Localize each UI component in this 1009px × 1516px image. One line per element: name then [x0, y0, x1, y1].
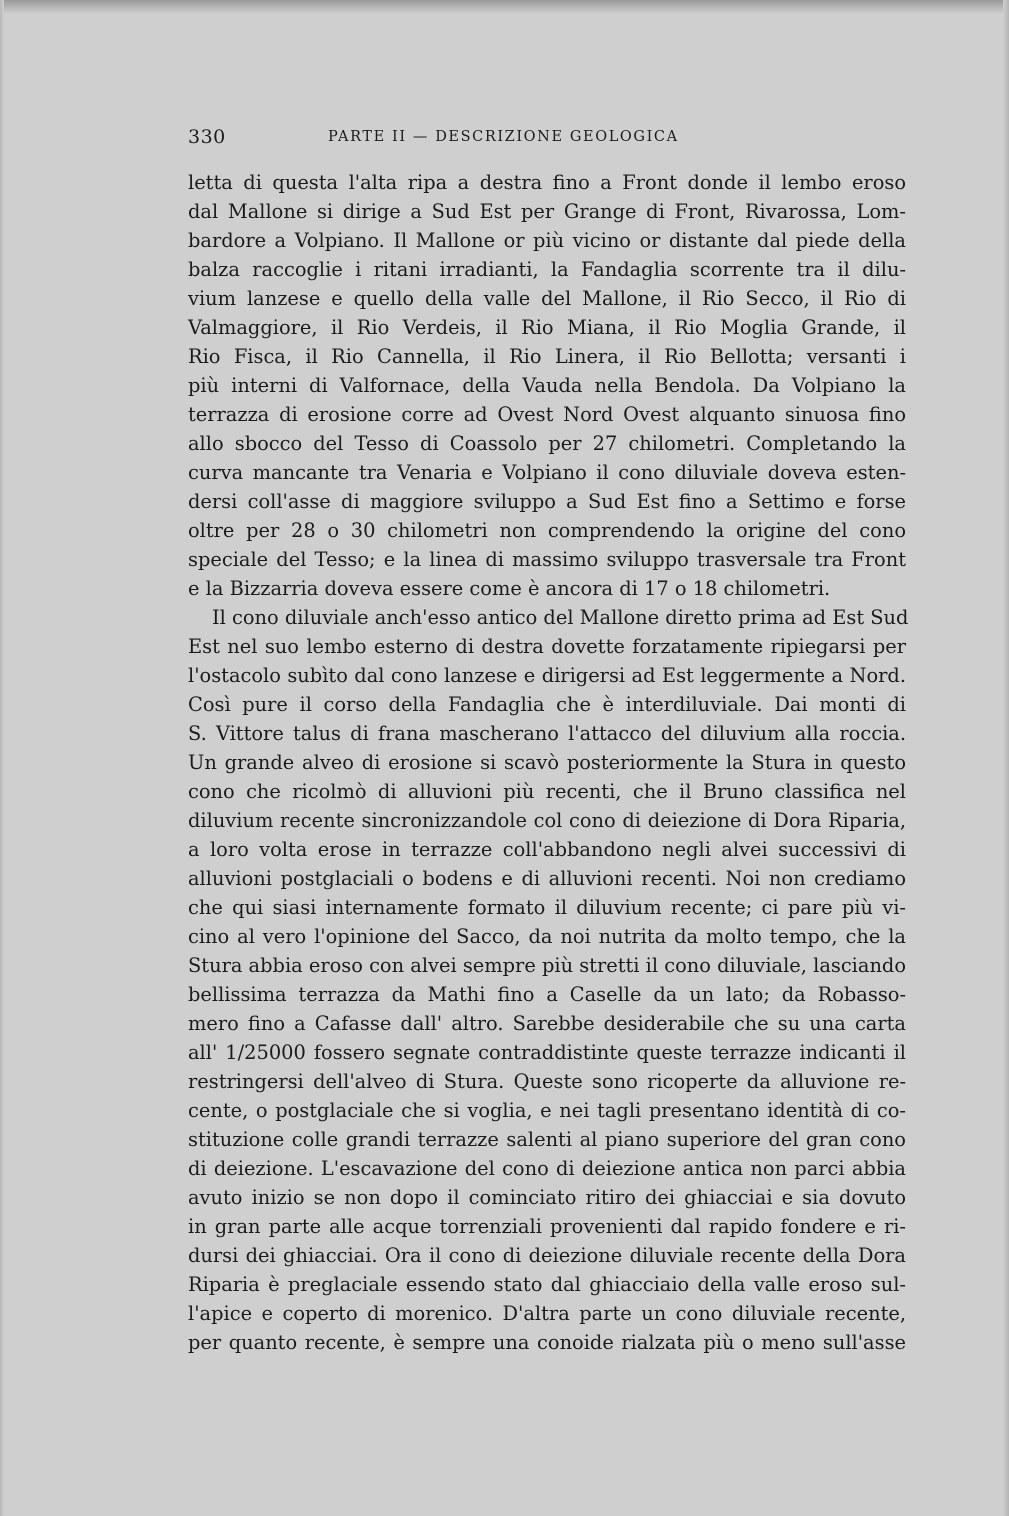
text-line: Valmaggiore, il Rio Verdeis, il Rio Miana, il Rio Moglia Grande, il: [188, 316, 906, 339]
text-line: a loro volta erose in terrazze coll'abbandono negli alvei successivi di: [188, 838, 906, 861]
text-line: cino al vero l'opinione del Sacco, da noi nutrita da molto tempo, che la: [188, 925, 906, 948]
text-line: alluvioni postglaciali o bodens e di alluvioni recenti. Noi non crediamo: [188, 867, 906, 890]
text-line: di deiezione. L'escavazione del cono di deiezione antica non parci abbia: [188, 1157, 906, 1180]
text-line: curva mancante tra Venaria e Volpiano il cono diluviale doveva esten-: [188, 461, 906, 484]
text-line: in gran parte alle acque torrenziali provenienti dal rapido fondere e ri-: [188, 1215, 906, 1238]
text-line: Riparia è preglaciale essendo stato dal ghiacciaio della valle eroso sul-: [188, 1273, 906, 1296]
paragraph-start-line: Il cono diluviale anch'esso antico del Mallone diretto prima ad Est Sud: [212, 606, 909, 629]
text-line: diluvium recente sincronizzandole col cono di deiezione di Dora Riparia,: [188, 809, 906, 832]
text-line: avuto inizio se non dopo il cominciato ritiro dei ghiacciai e sia dovuto: [188, 1186, 906, 1209]
text-line: bardore a Volpiano. Il Mallone or più vicino or distante dal piede della: [188, 229, 906, 252]
text-line: mero fino a Cafasse dall' altro. Sarebbe desiderabile che su una carta: [188, 1012, 906, 1035]
text-line: S. Vittore talus di frana mascherano l'attacco del diluvium alla roccia.: [188, 722, 906, 745]
text-line: balza raccoglie i ritani irradianti, la Fandaglia scorrente tra il dilu-: [188, 258, 906, 281]
text-line: Est nel suo lembo esterno di destra dovette forzatamente ripiegarsi per: [188, 635, 906, 658]
text-line: Così pure il corso della Fandaglia che è interdiluviale. Dai monti di: [188, 693, 906, 716]
text-line: dursi dei ghiacciai. Ora il cono di deiezione diluviale recente della Dora: [188, 1244, 906, 1267]
text-line: bellissima terrazza da Mathi fino a Caselle da un lato; da Robasso-: [188, 983, 906, 1006]
text-line: più interni di Valfornace, della Vauda nella Bendola. Da Volpiano la: [188, 374, 906, 397]
text-line: l'apice e coperto di morenico. D'altra parte un cono diluviale recente,: [188, 1302, 906, 1325]
text-line: terrazza di erosione corre ad Ovest Nord Ovest alquanto sinuosa fino: [188, 403, 906, 426]
text-line: allo sbocco del Tesso di Coassolo per 27 chilometri. Completando la: [188, 432, 906, 455]
text-line: dersi coll'asse di maggiore sviluppo a Sud Est fino a Settimo e forse: [188, 490, 906, 513]
text-line: cono che ricolmò di alluvioni più recenti, che il Bruno classifica nel: [188, 780, 906, 803]
text-line: all' 1/25000 fossero segnate contraddistinte queste terrazze indicanti il: [188, 1041, 906, 1064]
page-edge-top: [0, 0, 1009, 14]
paragraph-end-line: e la Bizzarria doveva essere come è ancora di 17 o 18 chilometri.: [188, 577, 831, 600]
text-line: Un grande alveo di erosione si scavò posteriormente la Stura in questo: [188, 751, 906, 774]
text-line: dal Mallone si dirige a Sud Est per Grange di Front, Rivarossa, Lom-: [188, 200, 906, 223]
text-line: letta di questa l'alta ripa a destra fino a Front donde il lembo eroso: [188, 171, 906, 194]
text-line: Stura abbia eroso con alvei sempre più stretti il cono diluviale, lasciando: [188, 954, 907, 977]
page-edge-right: [1003, 0, 1009, 1516]
text-line: l'ostacolo subìto dal cono lanzese e dirigersi ad Est leggermente a Nord.: [188, 664, 906, 687]
text-line: Rio Fisca, il Rio Cannella, il Rio Linera, il Rio Bellotta; versanti i: [188, 345, 906, 368]
page-header: [188, 126, 906, 156]
text-line: che qui siasi internamente formato il diluvium recente; ci pare più vi-: [188, 896, 906, 919]
text-line: cente, o postglaciale che si voglia, e nei tagli presentano identità di co-: [188, 1099, 906, 1122]
text-line: stituzione colle grandi terrazze salenti al piano superiore del gran cono: [188, 1128, 906, 1151]
page-edge-left: [0, 0, 4, 1516]
page-number: 330: [188, 126, 226, 148]
text-line: vium lanzese e quello della valle del Mallone, il Rio Secco, il Rio di: [188, 287, 906, 310]
running-head: PARTE II — DESCRIZIONE GEOLOGICA: [328, 129, 679, 145]
text-line: per quanto recente, è sempre una conoide rialzata più o meno sull'asse: [188, 1331, 906, 1354]
text-line: speciale del Tesso; e la linea di massimo sviluppo trasversale tra Front: [188, 548, 906, 571]
body-text: [188, 168, 909, 1357]
text-line: restringersi dell'alveo di Stura. Queste sono ricoperte da alluvione re-: [188, 1070, 906, 1093]
text-line: oltre per 28 o 30 chilometri non comprendendo la origine del cono: [188, 519, 906, 542]
